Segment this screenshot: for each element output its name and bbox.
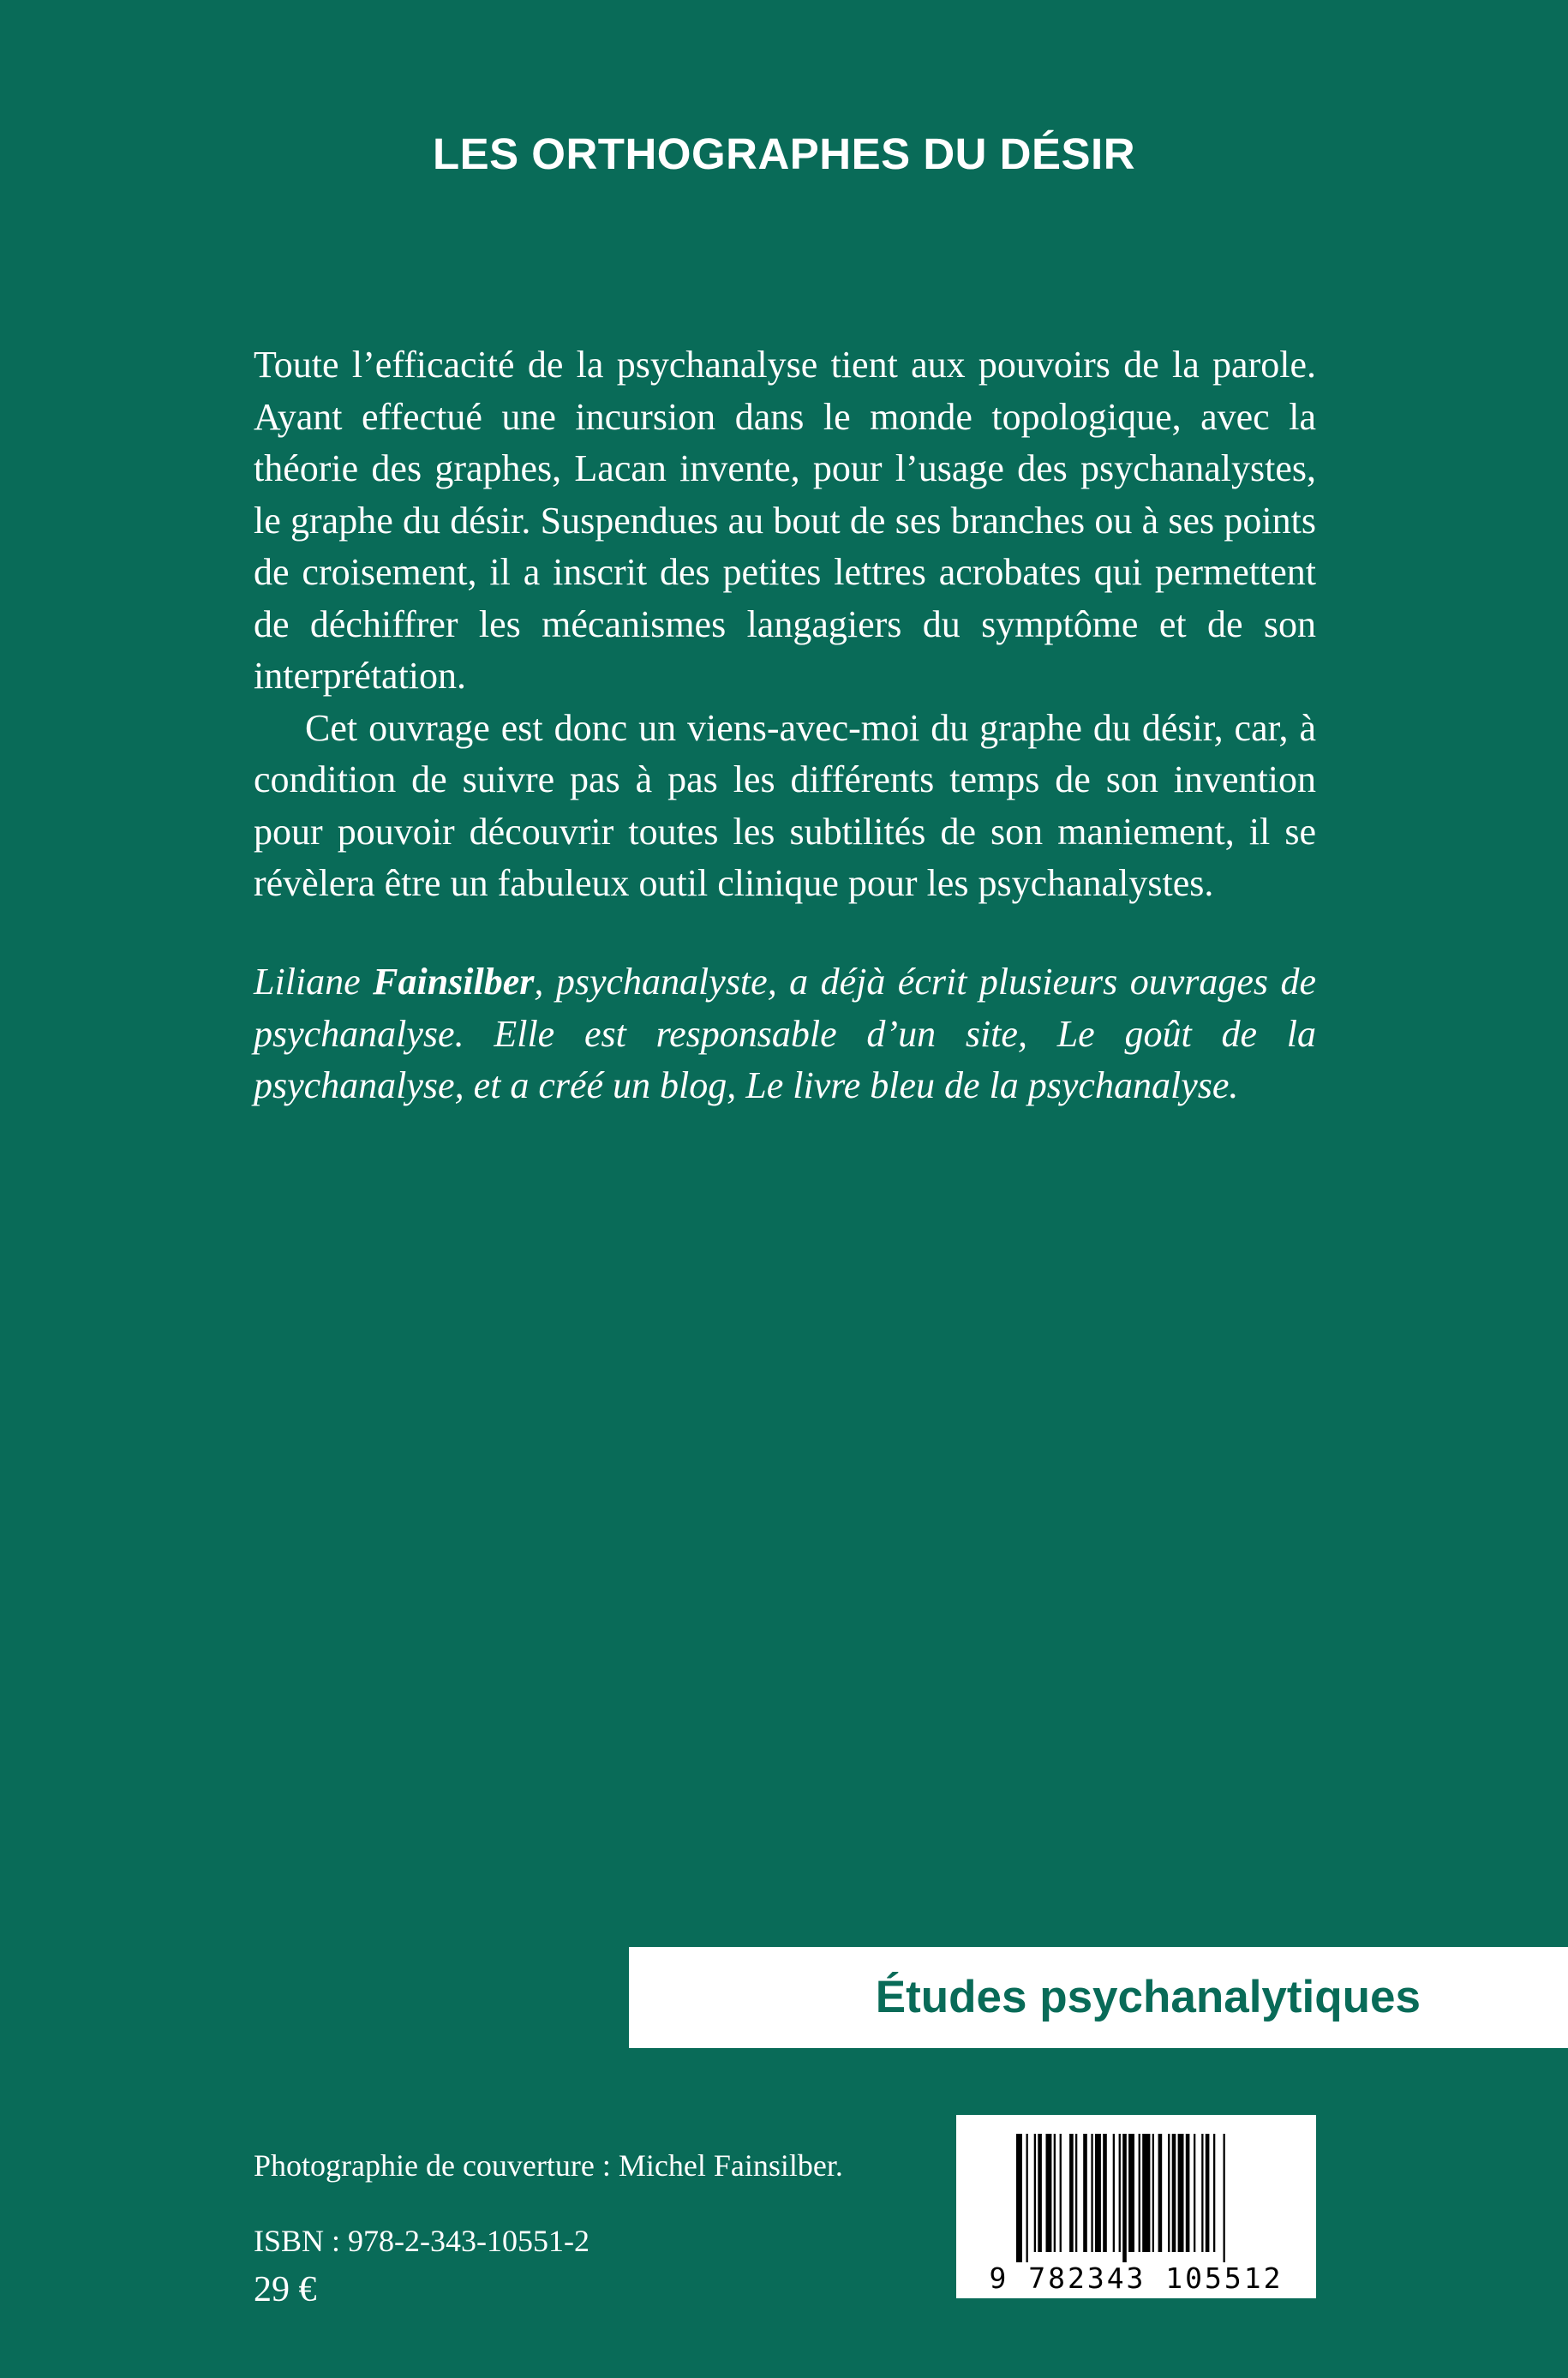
author-first-name: Liliane (254, 961, 374, 1003)
collection-band (629, 1947, 1568, 2048)
isbn: ISBN : 978-2-343-10551-2 (254, 2224, 589, 2258)
barcode-bar (1034, 2134, 1036, 2252)
barcode-bar (1152, 2134, 1154, 2252)
barcode-bar (1075, 2134, 1077, 2252)
book-title: LES ORTHOGRAPHES DU DÉSIR (432, 129, 1136, 178)
barcode-bar (1083, 2134, 1087, 2252)
barcode-bar (1095, 2134, 1101, 2252)
barcode-bar (1113, 2134, 1115, 2252)
barcode-bar (1091, 2134, 1092, 2252)
barcode-bar (1186, 2134, 1190, 2252)
back-cover-blurb (254, 339, 1316, 910)
barcode-digits: 9 782343 105512 (989, 2261, 1284, 2295)
barcode-bar (1046, 2134, 1052, 2252)
barcode-bar (1026, 2134, 1028, 2262)
barcode-bar (1139, 2134, 1140, 2252)
barcode-bar (1201, 2134, 1203, 2252)
barcode (956, 2115, 1316, 2298)
author-bio (254, 956, 1316, 1112)
barcode-bar (1142, 2134, 1150, 2252)
photo-credit: Photographie de couverture : Michel Fainsilber. (254, 2148, 843, 2183)
barcode-bar (1054, 2134, 1056, 2252)
barcode-bar (1016, 2134, 1022, 2262)
barcode-bar (1122, 2134, 1127, 2262)
barcode-bar (1158, 2134, 1163, 2252)
barcode-bar (1128, 2134, 1134, 2252)
collection-name: Études psychanalytiques (875, 1972, 1421, 2022)
blurb-paragraph-1: Toute l’efficacité de la psychanalyse tient aux pouvoirs de la parole. Ayant effectué une incursion dans le monde topologique, avec la théorie des graphes, Lacan invente, pour l’usage des psychanalystes, le graphe du désir. Suspendues au bout de ses branches ou à ses points de croisement, il a inscrit des petites lettres acrobates qui permettent de déchiffrer les mécanismes langagiers du symptôme et de son interprétation. (254, 344, 1316, 697)
barcode-bar (1119, 2134, 1121, 2252)
barcode-bar (1224, 2134, 1225, 2262)
blurb-paragraph-2: Cet ouvrage est donc un viens-avec-moi du graphe du désir, car, à condition de suivre pas à pas les différents temps de son invention pour pouvoir découvrir toutes les subtilités de son maniement, il se révèlera être un fabuleux outil clinique pour les psychanalystes. (254, 706, 1316, 904)
barcode-bar (1103, 2134, 1107, 2252)
barcode-bar (1172, 2134, 1176, 2252)
barcode-bar (1069, 2134, 1074, 2252)
price: 29 € (254, 2270, 317, 2309)
author-bio-text: , psychanalyste, a déjà écrit plusieurs ouvrages de psychanalyse. Elle est responsable d’un site, Le goût de la psychanalyse, et a créé un blog, Le livre bleu de la psychanalyse. (254, 961, 1316, 1106)
barcode-bars (1016, 2134, 1225, 2262)
barcode-bar (1168, 2134, 1170, 2252)
barcode-bar (1060, 2134, 1062, 2252)
barcode-bar (1178, 2134, 1184, 2252)
author-last-name: Fainsilber (373, 961, 535, 1003)
barcode-bar (1194, 2134, 1195, 2252)
barcode-bar (1206, 2134, 1210, 2252)
barcode-bar (1213, 2134, 1215, 2252)
barcode-bar (1038, 2134, 1042, 2252)
barcode-graphic (956, 2115, 1316, 2298)
